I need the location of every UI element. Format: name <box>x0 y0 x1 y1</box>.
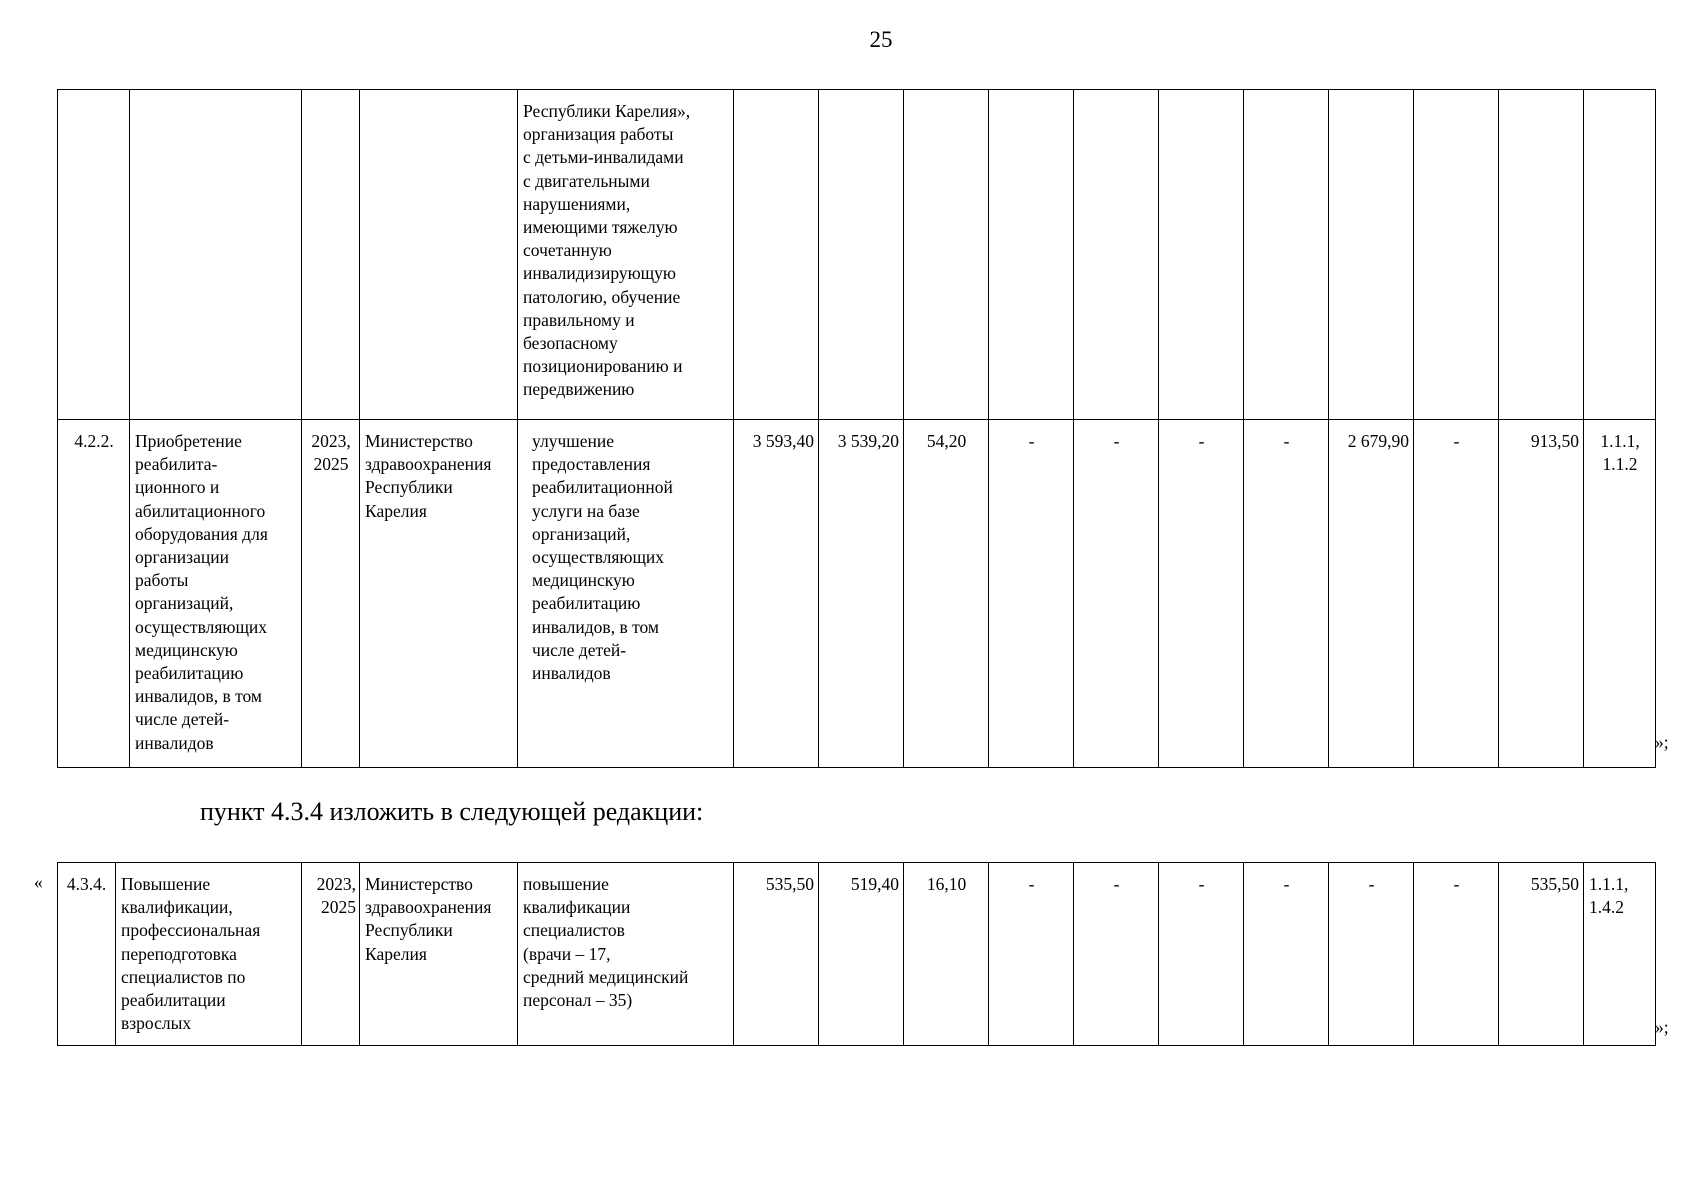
value-cell: 3 593,40 <box>734 420 819 768</box>
executor-cell: Министерство здравоохранения Республики Карелия <box>360 863 518 1046</box>
result-cell: повышение квалификации специалистов (врачи – 17, средний медицинский персонал – 35) <box>518 863 734 1046</box>
value-cell: - <box>1074 863 1159 1046</box>
value-cell: - <box>1244 420 1329 768</box>
opening-quote: « <box>34 872 43 892</box>
row-number: 4.2.2. <box>58 420 130 768</box>
row-number: 4.3.4. <box>58 863 116 1046</box>
value-cell: 519,40 <box>819 863 904 1046</box>
links-cell: 1.1.1, 1.1.2 <box>1584 420 1656 768</box>
result-cell: улучшение предоставления реабилитационной услуги на базе организаций, осуществляющих медицинскую реабилитацию инвалидов, в том числе детей- инвалидов <box>518 420 734 768</box>
value-cell: - <box>1329 863 1414 1046</box>
value-cell: 2 679,90 <box>1329 420 1414 768</box>
table-row <box>58 420 1656 768</box>
value-cell: - <box>1074 420 1159 768</box>
measures-table-continuation <box>57 89 1656 768</box>
value-cell: 535,50 <box>1499 863 1584 1046</box>
value-cell: - <box>989 863 1074 1046</box>
value-cell: - <box>1159 863 1244 1046</box>
page-number: 25 <box>869 27 893 52</box>
closing-quote: »; <box>1655 1017 1669 1037</box>
closing-quote: »; <box>1655 732 1669 752</box>
value-cell: - <box>1414 863 1499 1046</box>
value-cell: - <box>989 420 1074 768</box>
links-cell: 1.1.1, 1.4.2 <box>1584 863 1656 1046</box>
value-cell: - <box>1159 420 1244 768</box>
value-cell: 3 539,20 <box>819 420 904 768</box>
value-cell: - <box>1244 863 1329 1046</box>
value-cell: 913,50 <box>1499 420 1584 768</box>
years-cell: 2023, 2025 <box>302 420 360 768</box>
result-cell: Республики Карелия», организация работы с детьми-инвалидами с двигательными нарушениями, имеющими тяжелую сочетанную инвалидизирующую патологию, обучение правильному и безопасному позиционированию и передвижению <box>518 90 734 420</box>
executor-cell: Министерство здравоохранения Республики Карелия <box>360 420 518 768</box>
measure-name: Приобретение реабилита- ционного и абилитационного оборудования для организации работы организаций, осуществляющих медицинскую реабилитацию инвалидов, в том числе детей- инвалидов <box>130 420 302 768</box>
value-cell: 54,20 <box>904 420 989 768</box>
table-row <box>58 90 1656 420</box>
measure-name: Повышение квалификации, профессиональная переподготовка специалистов по реабилитации взрослых <box>116 863 302 1046</box>
paragraph-text: пункт 4.3.4 изложить в следующей редакции: <box>200 797 704 826</box>
value-cell: 535,50 <box>734 863 819 1046</box>
value-cell: - <box>1414 420 1499 768</box>
measures-table-434 <box>57 862 1656 1046</box>
value-cell: 16,10 <box>904 863 989 1046</box>
table-row <box>58 863 1656 1046</box>
years-cell: 2023, 2025 <box>302 863 360 1046</box>
